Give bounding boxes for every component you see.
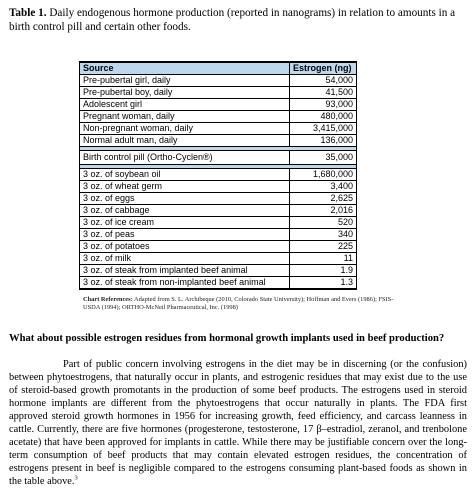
source-cell: 3 oz. of wheat germ (80, 181, 290, 193)
chart-references (83, 296, 403, 312)
table-row (80, 181, 357, 193)
caption-text: Daily endogenous hormone production (reported in nanograms) in relation to amounts in a birth control pill and certain other foods. (9, 7, 456, 33)
source-cell: Non-pregnant woman, daily (80, 123, 290, 135)
estrogen-value-cell: 520 (290, 217, 357, 229)
source-cell: Pre-pubertal girl, daily (80, 75, 290, 87)
table-row (80, 99, 357, 111)
source-cell: 3 oz. of soybean oil (80, 169, 290, 181)
estrogen-value-cell: 2,016 (290, 205, 357, 217)
estrogen-value-cell: 35,000 (290, 151, 357, 165)
caption-label: Table 1. (9, 7, 47, 19)
references-label: Chart References: (83, 296, 133, 303)
table-row (80, 123, 357, 135)
table-row (80, 87, 357, 99)
source-cell: 3 oz. of peas (80, 229, 290, 241)
estrogen-value-cell: 480,000 (290, 111, 357, 123)
source-cell: 3 oz. of potatoes (80, 241, 290, 253)
source-cell: Pregnant woman, daily (80, 111, 290, 123)
estrogen-table (79, 61, 357, 290)
estrogen-value-cell: 3,415,000 (290, 123, 357, 135)
table-row (80, 217, 357, 229)
table-caption (9, 6, 469, 34)
body-paragraph (9, 358, 467, 488)
source-cell: 3 oz. of eggs (80, 193, 290, 205)
table-row (80, 241, 357, 253)
estrogen-value-cell: 11 (290, 253, 357, 265)
source-cell: Birth control pill (Ortho-Cyclen®) (80, 151, 290, 165)
estrogen-value-cell: 54,000 (290, 75, 357, 87)
source-cell: Normal adult man, daily (80, 135, 290, 147)
header-estrogen: Estrogen (ng) (290, 62, 357, 75)
estrogen-value-cell: 1,680,000 (290, 169, 357, 181)
table-row (80, 265, 357, 277)
estrogen-value-cell: 1.3 (290, 277, 357, 290)
estrogen-value-cell: 2,625 (290, 193, 357, 205)
table-row (80, 75, 357, 87)
table-row (80, 193, 357, 205)
table-row (80, 169, 357, 181)
estrogen-value-cell: 340 (290, 229, 357, 241)
source-cell: 3 oz. of steak from non-implanted beef animal (80, 277, 290, 290)
source-cell: 3 oz. of milk (80, 253, 290, 265)
estrogen-value-cell: 136,000 (290, 135, 357, 147)
footnote-marker: 3 (74, 474, 78, 482)
source-cell: 3 oz. of ice cream (80, 217, 290, 229)
estrogen-value-cell: 3,400 (290, 181, 357, 193)
source-cell: 3 oz. of steak from implanted beef animal (80, 265, 290, 277)
header-source: Source (80, 62, 290, 75)
table-row (80, 151, 357, 165)
table-row (80, 205, 357, 217)
estrogen-value-cell: 1.9 (290, 265, 357, 277)
table-row (80, 111, 357, 123)
paragraph-text: Part of public concern involving estrogens in the diet may be in discerning (or the confusion) between phytoestrogens, that naturally occur in plants, and estrogenic residues that may exist due to the use of steroid-based growth promotants in the production of some beef products. The estrogens used in steroid hormone implants are different from the phytoestrogens that occur naturally in plants. The FDA first approved steroid growth hormones in 1956 for increasing growth, feed efficiency, and carcass leanness in cattle. Currently, there are five hormones (progesterone, testosterone, 17 β–estradiol, zeranol, and trenbolone acetate) that have been approved for implants in cattle. While there may be justifiable concern over the long-term consumption of beef products that may contain elevated estrogen residues, the concentration of estrogens present in beef is negligible compared to the estrogens consuming plant-based foods as shown in the table above. (9, 359, 467, 487)
source-cell: 3 oz. of cabbage (80, 205, 290, 217)
section-heading: What about possible estrogen residues from hormonal growth implants used in beef production? (9, 333, 445, 344)
table-row (80, 135, 357, 147)
table-row (80, 229, 357, 241)
table-row (80, 253, 357, 265)
estrogen-value-cell: 93,000 (290, 99, 357, 111)
estrogen-value-cell: 41,500 (290, 87, 357, 99)
table-header-row (80, 62, 357, 75)
source-cell: Pre-pubertal boy, daily (80, 87, 290, 99)
table-row (80, 277, 357, 290)
estrogen-value-cell: 225 (290, 241, 357, 253)
references-text: Adapted from S. L. Archibeque (2010, Colorado State University); Hoffman and Evers (1986); FSIS-USDA (1994); ORTHO-McNeil Pharmaceutical, Inc. (1998) (83, 296, 394, 311)
source-cell: Adolescent girl (80, 99, 290, 111)
